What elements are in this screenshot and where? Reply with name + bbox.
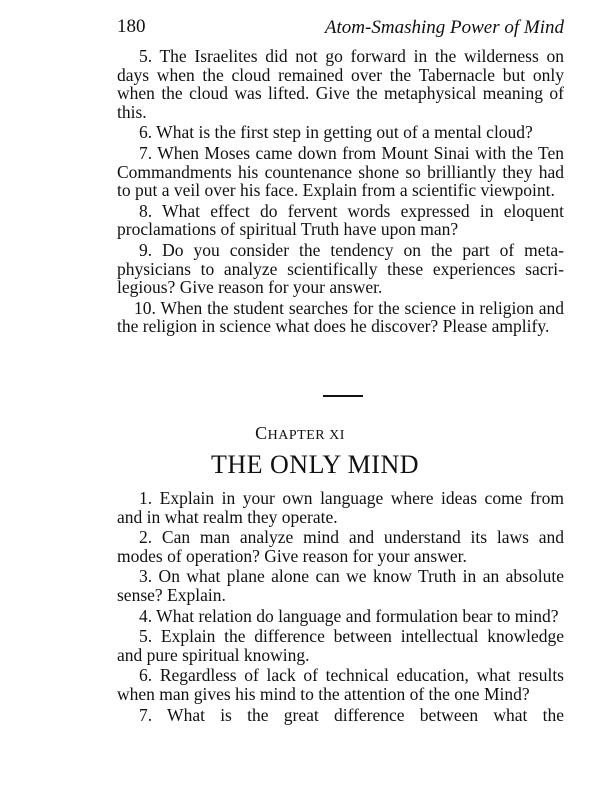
chapter-label	[0, 423, 600, 444]
running-title: Atom-Smashing Power of Mind	[324, 17, 564, 38]
question-item: 6. What is the first step in getting out of a mental cloud?	[139, 122, 533, 143]
question-item: 6. Regardless of lack of technical education, what results when man gives his mind to the attention of the one Mind?	[117, 665, 564, 704]
page-header	[117, 16, 564, 40]
question-item: 2. Can man analyze mind and understand its laws and modes of operation? Give reason for your answer.	[117, 527, 564, 566]
question-item: 3. On what plane alone can we know Truth in an absolute sense? Explain.	[117, 566, 564, 605]
section-divider	[323, 395, 363, 397]
question-item: 7. When Moses came down from Mount Sinai with the Ten Commandments his countenance shone so brilliantly they had to put a veil over his face. Explain from a scientific viewpoint.	[117, 142, 564, 201]
question-item: 5. The Israelites did not go forward in the wilderness on days when the cloud remained over the Tabernacle but only when the cloud was lifted. Give the metaphysical meaning of this.	[117, 46, 564, 122]
question-item: 9. Do you consider the tendency on the part of metaphysicians to analyze scientifically these experiences sacrilegious? Give reason for your answer.	[117, 239, 564, 298]
page-number: 180	[117, 16, 146, 37]
chapter-label-initial: C	[255, 423, 268, 443]
previous-chapter-questions	[117, 47, 564, 338]
chapter-questions	[117, 489, 564, 726]
chapter-label-rest: HAPTER XI	[267, 428, 345, 443]
question-item: 8. What effect do fervent words expressed in eloquent proclamations of spiritual Truth have upon man?	[117, 200, 564, 240]
question-item: 10. When the student searches for the science in religion and the religion in science what does he discover? Please amplify.	[117, 297, 564, 337]
question-item: 7. What is the great difference between what the	[139, 704, 564, 725]
question-item: 5. Explain the difference between intellectual knowledge and pure spiritual knowing.	[117, 626, 564, 665]
question-item: 4. What relation do language and formulation bear to mind?	[139, 605, 559, 626]
question-item: 1. Explain in your own language where ideas come from and in what realm they operate.	[117, 488, 564, 527]
chapter-title: THE ONLY MIND	[210, 450, 419, 479]
